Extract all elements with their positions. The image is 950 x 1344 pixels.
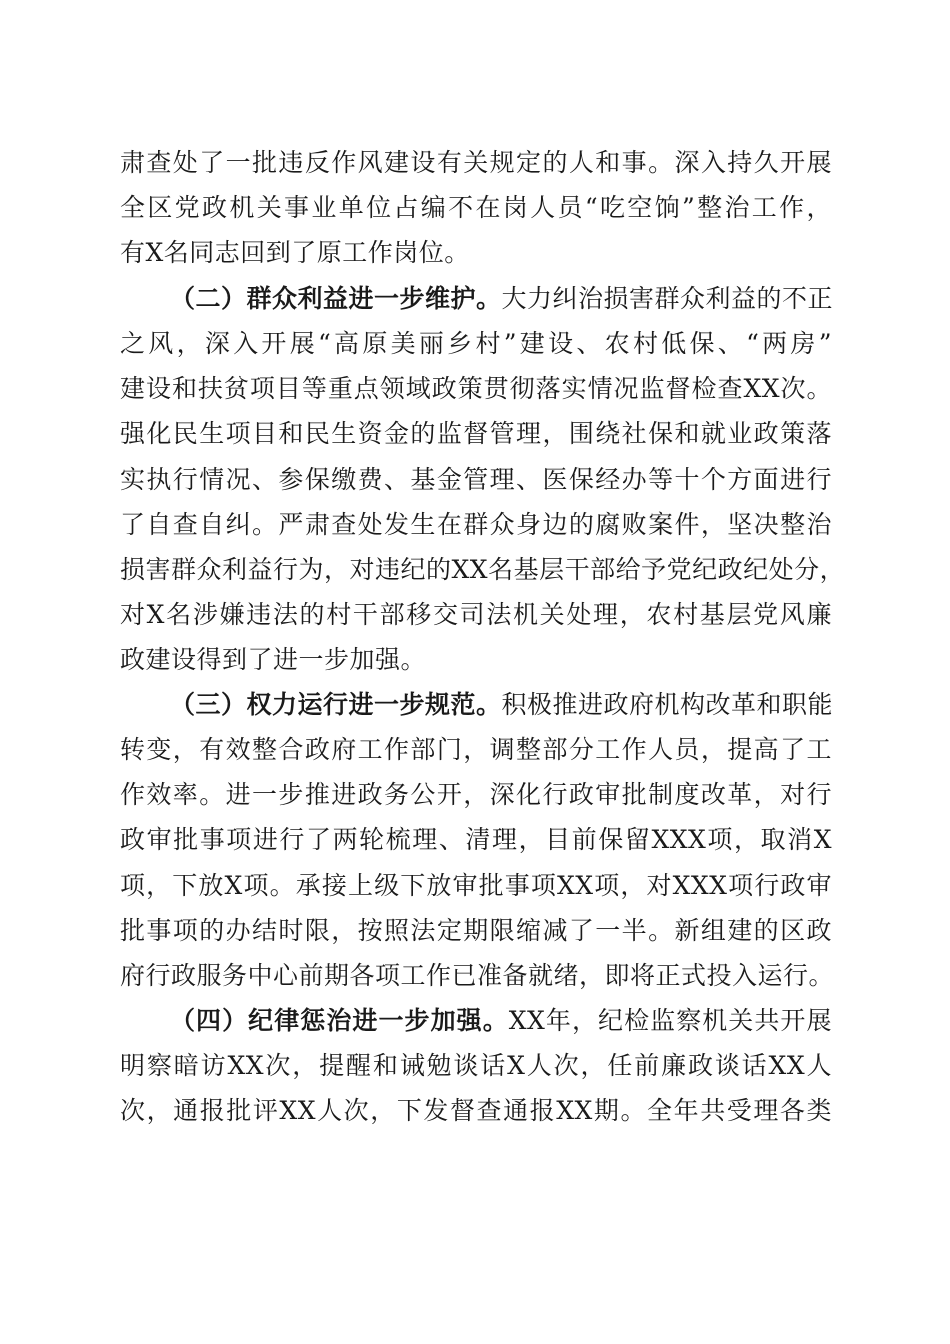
paragraph-line: 转变，有效整合政府工作部门，调整部分工作人员，提高了工 [120,735,832,764]
paragraph-line: 建设和扶贫项目等重点领域政策贯彻落实情况监督检查XX次。 [120,374,832,403]
paragraph-line: 府行政服务中心前期各项工作已准备就绪，即将正式投入运行。 [120,961,835,990]
paragraph-line: 政建设得到了进一步加强。 [120,645,427,674]
paragraph-line: 作效率。进一步推进政务公开，深化行政审批制度改革，对行 [120,780,832,809]
paragraph-line: 了自查自纠。严肃查处发生在群众身边的腐败案件，坚决整治 [120,510,832,539]
section-3-first-line [170,685,832,725]
paragraph-line: 全区党政机关事业单位占编不在岗人员“吃空饷”整治工作， [120,193,832,222]
paragraph-line: 对X名涉嫌违法的村干部移交司法机关处理，农村基层党风廉 [120,600,832,629]
section-2-text: 大力纠治损害群众利益的不正 [501,284,834,313]
paragraph-line: 批事项的办结时限，按照法定期限缩减了一半。新组建的区政 [120,916,832,945]
paragraph-line: 之风，深入开展“高原美丽乡村”建设、农村低保、“两房” [120,329,832,358]
paragraph-line: 项，下放X项。承接上级下放审批事项XX项，对XXX项行政审 [120,871,832,900]
section-4-text: XX年，纪检监察机关共开展 [508,1006,832,1035]
section-4-heading: （四）纪律惩治进一步加强。 [170,1006,509,1035]
paragraph-line: 次，通报批评XX人次，下发督查通报XX期。全年共受理各类 [120,1096,832,1125]
paragraph-line: 实执行情况、参保缴费、基金管理、医保经办等十个方面进行 [120,465,832,494]
section-2-first-line [170,279,832,319]
paragraph-line: 肃查处了一批违反作风建设有关规定的人和事。深入持久开展 [120,148,832,177]
section-3-text: 积极推进政府机构改革和职能 [501,690,834,719]
paragraph-line: 损害群众利益行为，对违纪的XX名基层干部给予党纪政纪处分， [120,555,846,584]
section-3-heading: （三）权力运行进一步规范。 [170,690,502,719]
paragraph-line: 有X名同志回到了原工作岗位。 [120,238,470,267]
section-2-heading: （二）群众利益进一步维护。 [170,284,502,313]
paragraph-line: 政审批事项进行了两轮梳理、清理，目前保留XXX项，取消X [120,825,832,854]
section-4-first-line [170,1001,832,1041]
paragraph-line: 明察暗访XX次，提醒和诫勉谈话X人次，任前廉政谈话XX人 [120,1051,832,1080]
paragraph-line: 强化民生项目和民生资金的监督管理，围绕社保和就业政策落 [120,419,832,448]
